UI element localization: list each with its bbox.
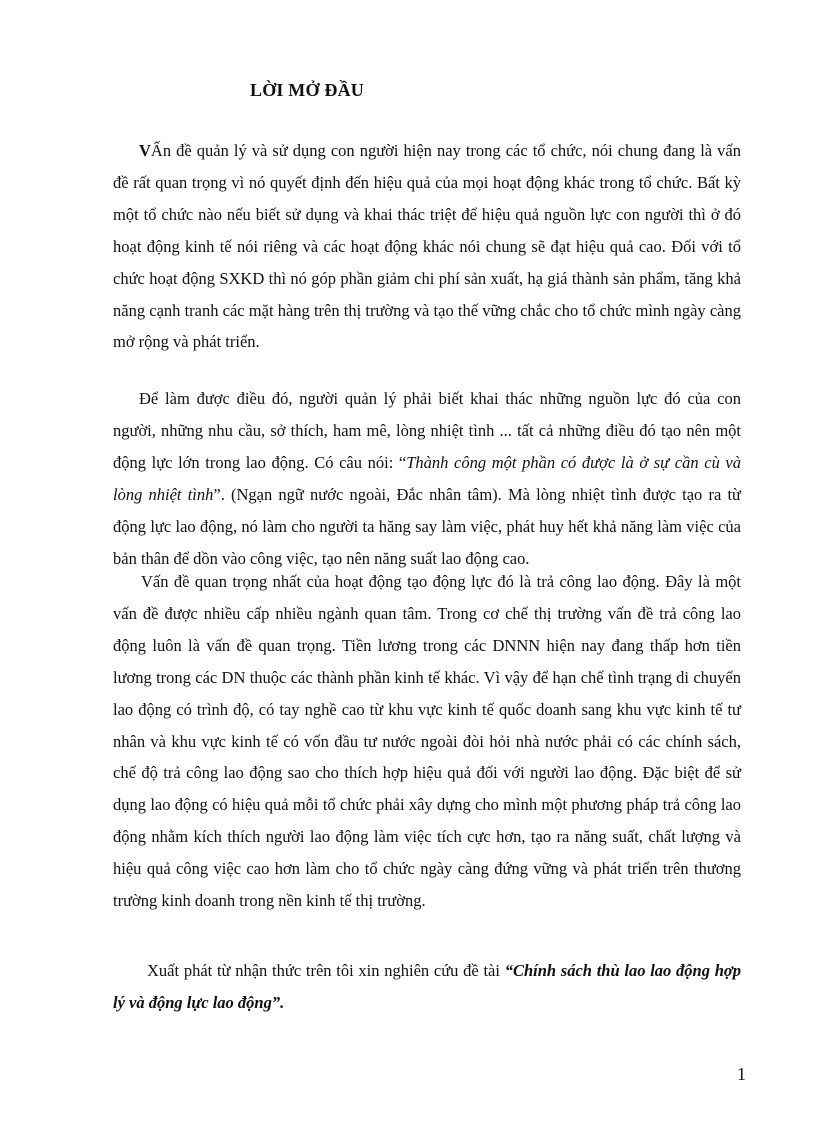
- paragraph-compensation: [113, 566, 741, 917]
- paragraph-motivation-text-before: Để làm được điều đó, người quản lý phải biết khai thác những nguồn lực đó của con người, những nhu cầu, sở thích, ham mê, lòng nhiệt tình ... tất cả những điều đó tạo nên một động lực lớn trong lao động. Có câu nói: “: [113, 389, 741, 472]
- paragraph-motivation-text-after: ”. (Ngạn ngữ nước ngoài, Đắc nhân tâm). Mà lòng nhiệt tình được tạo ra từ động lực lao động, nó làm cho người ta hăng say làm việc, phát huy hết khả năng làm việc của bản thân để dồn vào công việc, tạo nên năng suất lao động cao.: [113, 484, 741, 568]
- paragraph-topic: [113, 955, 741, 1019]
- paragraph-compensation-text: Vấn đề quan trọng nhất của hoạt động tạo động lực đó là trả công lao động. Đây là một vấn đề được nhiều cấp nhiều ngành quan tâm. Trong cơ chế thị trường vấn đề trả công lao động luôn là vấn đề quan trọng. Tiền lương trong các DNNN hiện nay đang thấp hơn tiền lương trong các DN thuộc các thành phần kinh tế khác. Vì vậy để hạn chế tình trạng di chuyển lao động có trình độ, có tay nghề cao từ khu vực kinh tế quốc doanh sang khu vực kinh tế tư nhân và khu vực kinh tế có vốn đầu tư nước ngoài đòi hỏi nhà nước phải có các chính sách, chế độ trả công lao động sao cho thích hợp hiệu quả đối với người lao động. Đặc biệt để sử dụng lao động có hiệu quả mỗi tổ chức phải xây dựng cho mình một phương pháp trả công lao động nhằm kích thích người lao động làm việc tích cực hơn, tạo ra năng suất, chất lượng và hiệu quả công việc cao hơn làm cho tổ chức ngày càng đứng vững và phát triển trên thương trường kinh doanh trong nền kinh tế thị trường.: [113, 572, 741, 911]
- page-title: LỜI MỞ ĐẦU: [250, 80, 364, 100]
- paragraph-intro-text: Ấn đề quản lý và sử dụng con người hiện nay trong các tổ chức, nói chung đang là vấn đề rất quan trọng vì nó quyết định đến hiệu quả của mọi hoạt động khác trong tổ chức. Bất kỳ một tổ chức nào nếu biết sử dụng và khai thác triệt để hiệu quả nguồn lực con người thì ở đó hoạt động kinh tế nói riêng và các hoạt động khác nói chung sẽ đạt hiệu quả cao. Đối với tổ chức hoạt động SXKD thì nó góp phần giảm chi phí sản xuất, hạ giá thành sản phẩm, tăng khả năng cạnh tranh các mặt hàng trên thị trường và tạo thế vững chắc cho tổ chức mình ngày càng mở rộng và phát triển.: [113, 141, 741, 352]
- paragraph-motivation: [113, 383, 741, 574]
- quote-text: Thành công một phần có được là ở sự cần cù và lòng nhiệt tình: [113, 452, 742, 504]
- page-number: 1: [737, 1064, 746, 1084]
- drop-letter: V: [139, 141, 151, 160]
- paragraph-topic-text: Xuất phát từ nhận thức trên tôi xin nghiên cứu đề tài: [147, 961, 505, 980]
- topic-title: “Chính sách thù lao lao động hợp lý và động lực lao động”.: [113, 961, 741, 1012]
- paragraph-intro: [113, 135, 741, 358]
